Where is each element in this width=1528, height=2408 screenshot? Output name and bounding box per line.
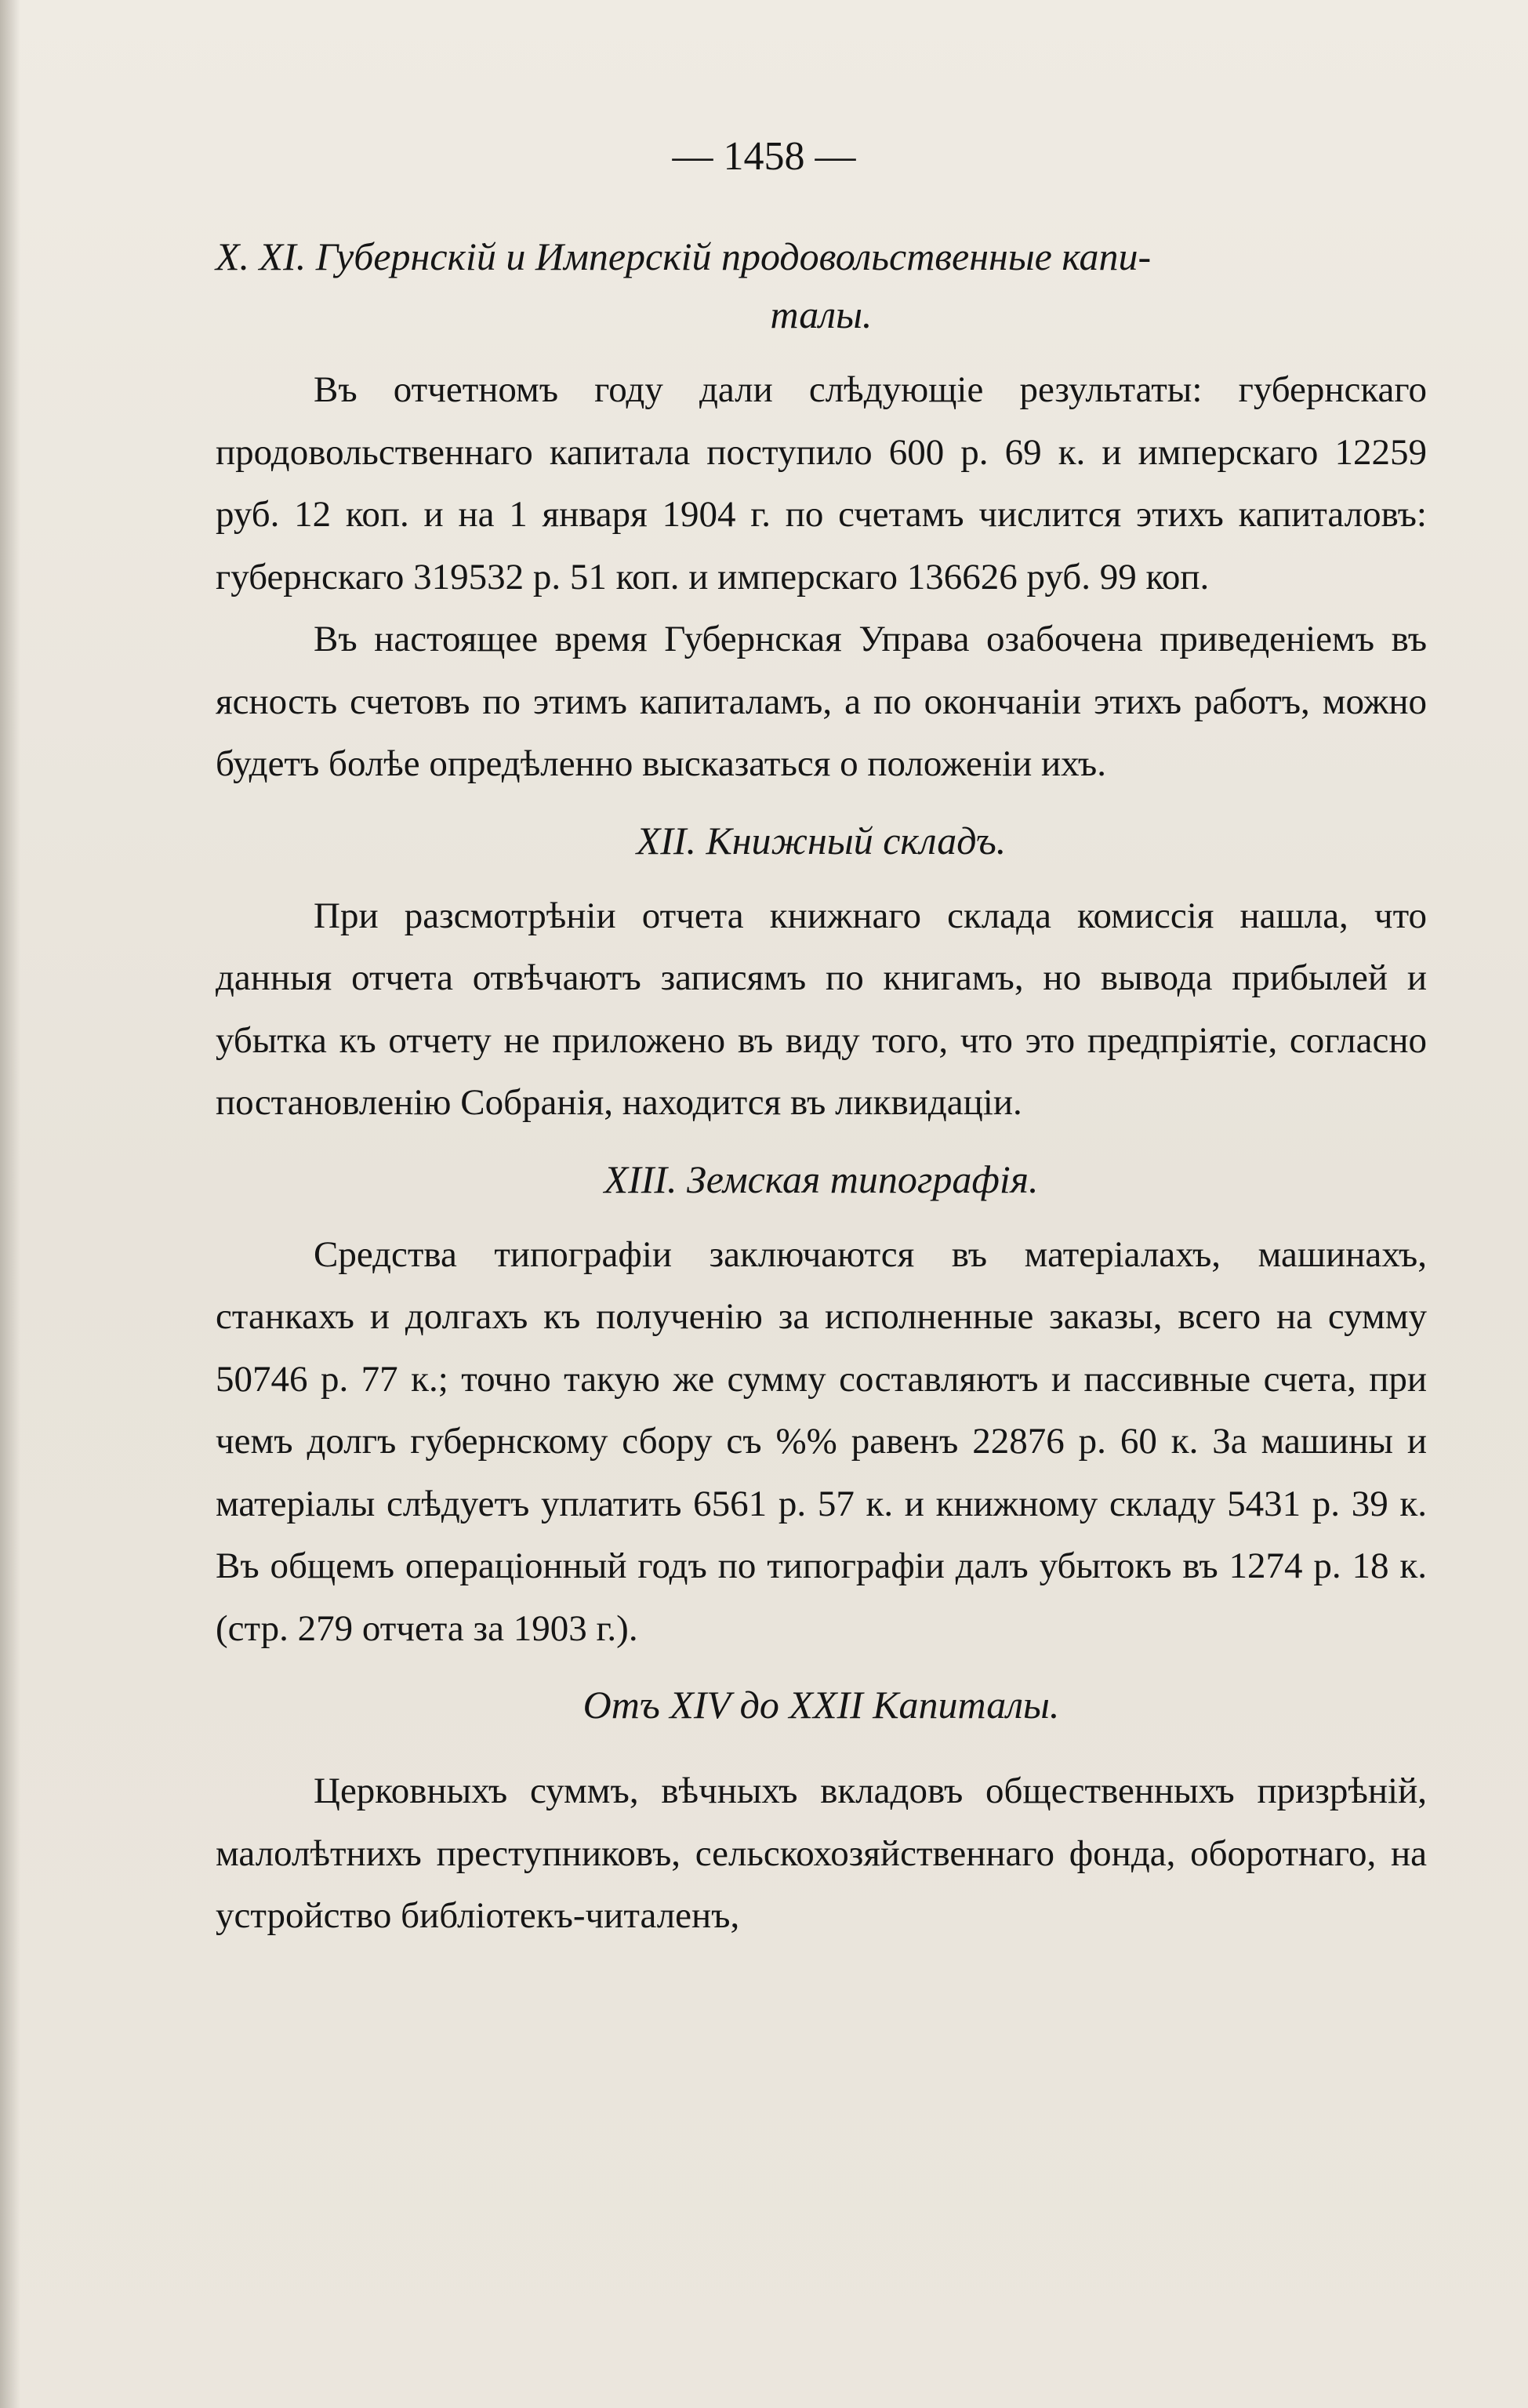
paragraph-capitals-xiv-xxii: Церковныхъ суммъ, вѣчныхъ вкладовъ общественныхъ призрѣній, малолѣтнихъ преступниковъ, сельскохозяйственнаго фонда, оборотнаго, на устройство библіотекъ-читаленъ, (216, 1771, 1427, 1936)
paragraph-printing-house: Средства типографіи заключаются въ матеріалахъ, машинахъ, станкахъ и долгахъ къ полученію за исполненные заказы, всего на сумму 50746 р. 77 к.; точно такую же сумму составляютъ и пассивные счета, при чемъ долгъ губернскому сбору съ %% равенъ 22876 р. 60 к. За машины и матеріалы слѣдуетъ уплатить 6561 р. 57 к. и книжному складу 5431 р. 39 к. Въ общемъ операціонный годъ по типографіи далъ убытокъ въ 1274 р. 18 к. (стр. 279 отчета за 1903 г.). (216, 1233, 1427, 1649)
section-heading-book-warehouse: XII. Книжный складъ. (636, 818, 1007, 863)
heading-line-1: X. XI. Губернскій и Имперскій продовольственные капи- (216, 234, 1152, 278)
section-heading-capitals-xiv-xxii: Отъ XIV до XXII Капиталы. (583, 1683, 1060, 1727)
page-number: — 1458 — (672, 134, 856, 179)
paragraph-food-capitals-results: Въ отчетномъ году дали слѣдующіе результаты: губернскаго продовольственнаго капитала поступило 600 р. 69 к. и имперскаго 12259 руб. 12 коп. и на 1 января 1904 г. по счетамъ числится этихъ капиталовъ: губернскаго 319532 р. 51 коп. и имперскаго 136626 руб. 99 коп. (216, 369, 1427, 597)
body-text (216, 227, 1427, 1948)
section-heading-food-capitals (216, 227, 1427, 343)
paragraph-book-warehouse: При разсмотрѣніи отчета книжнаго склада комиссія нашла, что данныя отчета отвѣчаютъ записямъ по книгамъ, но вывода прибылей и убытка къ отчету не приложено въ виду того, что это предпріятіе, согласно постановленію Собранія, находится въ ликвидаціи. (216, 895, 1427, 1123)
heading-line-2: талы. (770, 292, 873, 336)
section-heading-printing-house: XIII. Земская типографія. (604, 1157, 1039, 1201)
binding-shadow (0, 0, 20, 2408)
paragraph-food-capitals-status: Въ настоящее время Губернская Управа озабочена приведеніемъ въ ясность счетовъ по этимъ капиталамъ, а по окончаніи этихъ работъ, можно будетъ болѣе опредѣленно высказаться о положеніи ихъ. (216, 619, 1427, 784)
